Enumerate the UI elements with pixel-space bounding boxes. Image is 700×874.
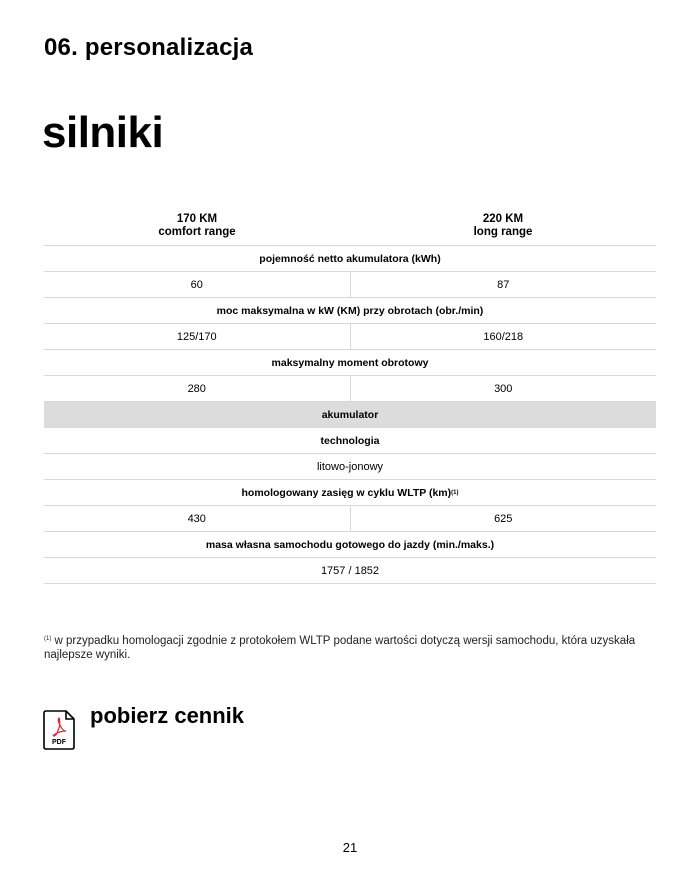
table-row (44, 272, 656, 298)
column-power: 220 KM (482, 213, 524, 225)
row-label-mass: masa własna samochodu gotowego do jazdy (min./maks.) (44, 532, 656, 558)
cell-value: 125/170 (44, 324, 351, 349)
cell-value: 60 (44, 272, 351, 297)
column-variant: comfort range (158, 226, 236, 238)
cell-value: 1757 / 1852 (320, 564, 380, 577)
cell-value: litowo-jonowy (316, 460, 384, 473)
table-header (44, 206, 656, 246)
column-header-220km (350, 206, 656, 245)
pdf-icon-label: PDF (52, 739, 66, 746)
table-row (44, 558, 656, 584)
download-price-list-link[interactable]: pobierz cennik (90, 703, 245, 728)
footnote-marker: (1) (451, 489, 459, 496)
table-row (44, 324, 656, 350)
table-row (44, 376, 656, 402)
cell-value: 430 (44, 506, 351, 531)
row-label-max-torque: maksymalny moment obrotowy (44, 350, 656, 376)
column-variant: long range (473, 226, 533, 238)
cell-value: 87 (497, 278, 510, 291)
pdf-file-icon[interactable] (42, 709, 76, 751)
column-header-170km (44, 206, 350, 245)
cell-value: 160/218 (483, 330, 524, 343)
footnote-text: w przypadku homologacji zgodnie z protokołem WLTP podane wartości dotyczą wersji samochodu, która uzyskała najlepsze wyniki. (44, 635, 636, 661)
page-number: 21 (342, 840, 358, 855)
section-header-battery: akumulator (44, 402, 656, 428)
cell-value: 280 (44, 376, 351, 401)
table-row (44, 454, 656, 480)
table-row (44, 506, 656, 532)
engine-spec-table (44, 206, 656, 584)
row-label-max-power: moc maksymalna w kW (KM) przy obrotach (obr./min) (44, 298, 656, 324)
row-label-technology: technologia (44, 428, 656, 454)
page-title: silniki (42, 108, 164, 157)
row-label-battery-capacity: pojemność netto akumulatora (kWh) (44, 246, 656, 272)
wltp-range-label: homologowany zasięg w cyklu WLTP (km) (241, 486, 452, 499)
cell-value: 625 (494, 512, 513, 525)
column-power: 170 KM (176, 213, 218, 225)
cell-value: 300 (494, 382, 513, 395)
footnote-mark: (1) (44, 636, 52, 642)
row-label-wltp-range (44, 480, 656, 506)
section-title: 06. personalizacja (44, 34, 254, 61)
footnote (44, 632, 656, 662)
